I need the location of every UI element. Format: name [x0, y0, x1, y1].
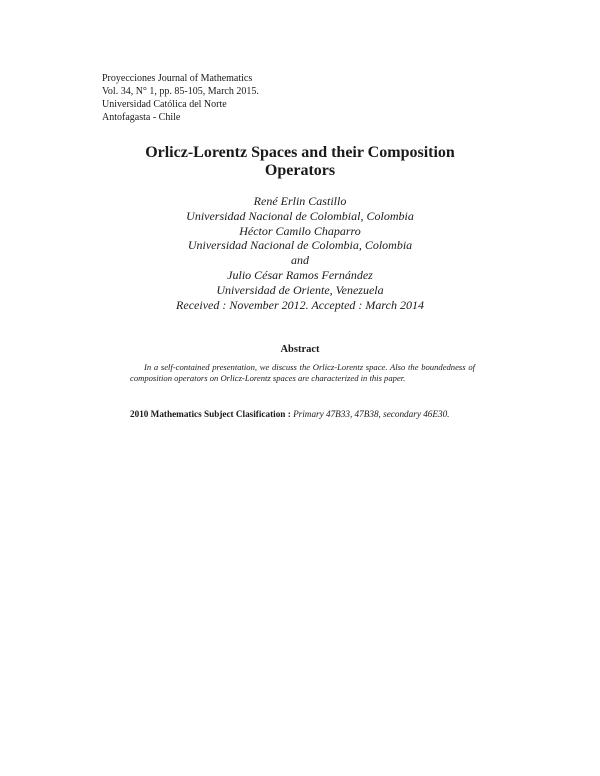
journal-header	[102, 72, 259, 124]
msc-label: 2010 Mathematics Subject Clasification :	[130, 409, 291, 419]
author-1: René Erlin Castillo	[253, 194, 347, 208]
title-line-1: Orlicz-Lorentz Spaces and their Composition	[145, 144, 455, 161]
title-line-2: Operators	[264, 162, 336, 179]
author-conjunction: and	[291, 253, 309, 268]
paper-title	[60, 144, 540, 180]
msc-value: Primary 47B33, 47B38, secondary 46E30.	[293, 409, 450, 419]
author-3: Julio César Ramos Fernández	[227, 267, 373, 282]
abstract-heading: Abstract	[280, 344, 320, 355]
affiliation-3: Universidad de Oriente, Venezuela	[216, 282, 384, 297]
journal-volume: Vol. 34, N° 1, pp. 85-105, March 2015.	[102, 86, 259, 97]
author-block	[60, 194, 540, 312]
journal-name: Proyecciones Journal of Mathematics	[102, 73, 253, 84]
received-accepted-dates: Received : November 2012. Accepted : March 2014	[176, 297, 424, 312]
affiliation-1: Universidad Nacional de Colombial, Colombia	[186, 208, 414, 223]
subject-classification	[130, 408, 475, 421]
journal-university: Universidad Católica del Norte	[102, 99, 227, 110]
affiliation-2: Universidad Nacional de Colombia, Colombia	[187, 238, 413, 253]
journal-location: Antofagasta - Chile	[102, 112, 181, 123]
abstract-text: In a self-contained presentation, we discuss the Orlicz-Lorentz space. Also the boundedness of composition operators on Orlicz-Lorentz spaces are characterized in this paper.	[130, 362, 475, 383]
author-2: Héctor Camilo Chaparro	[239, 223, 361, 238]
